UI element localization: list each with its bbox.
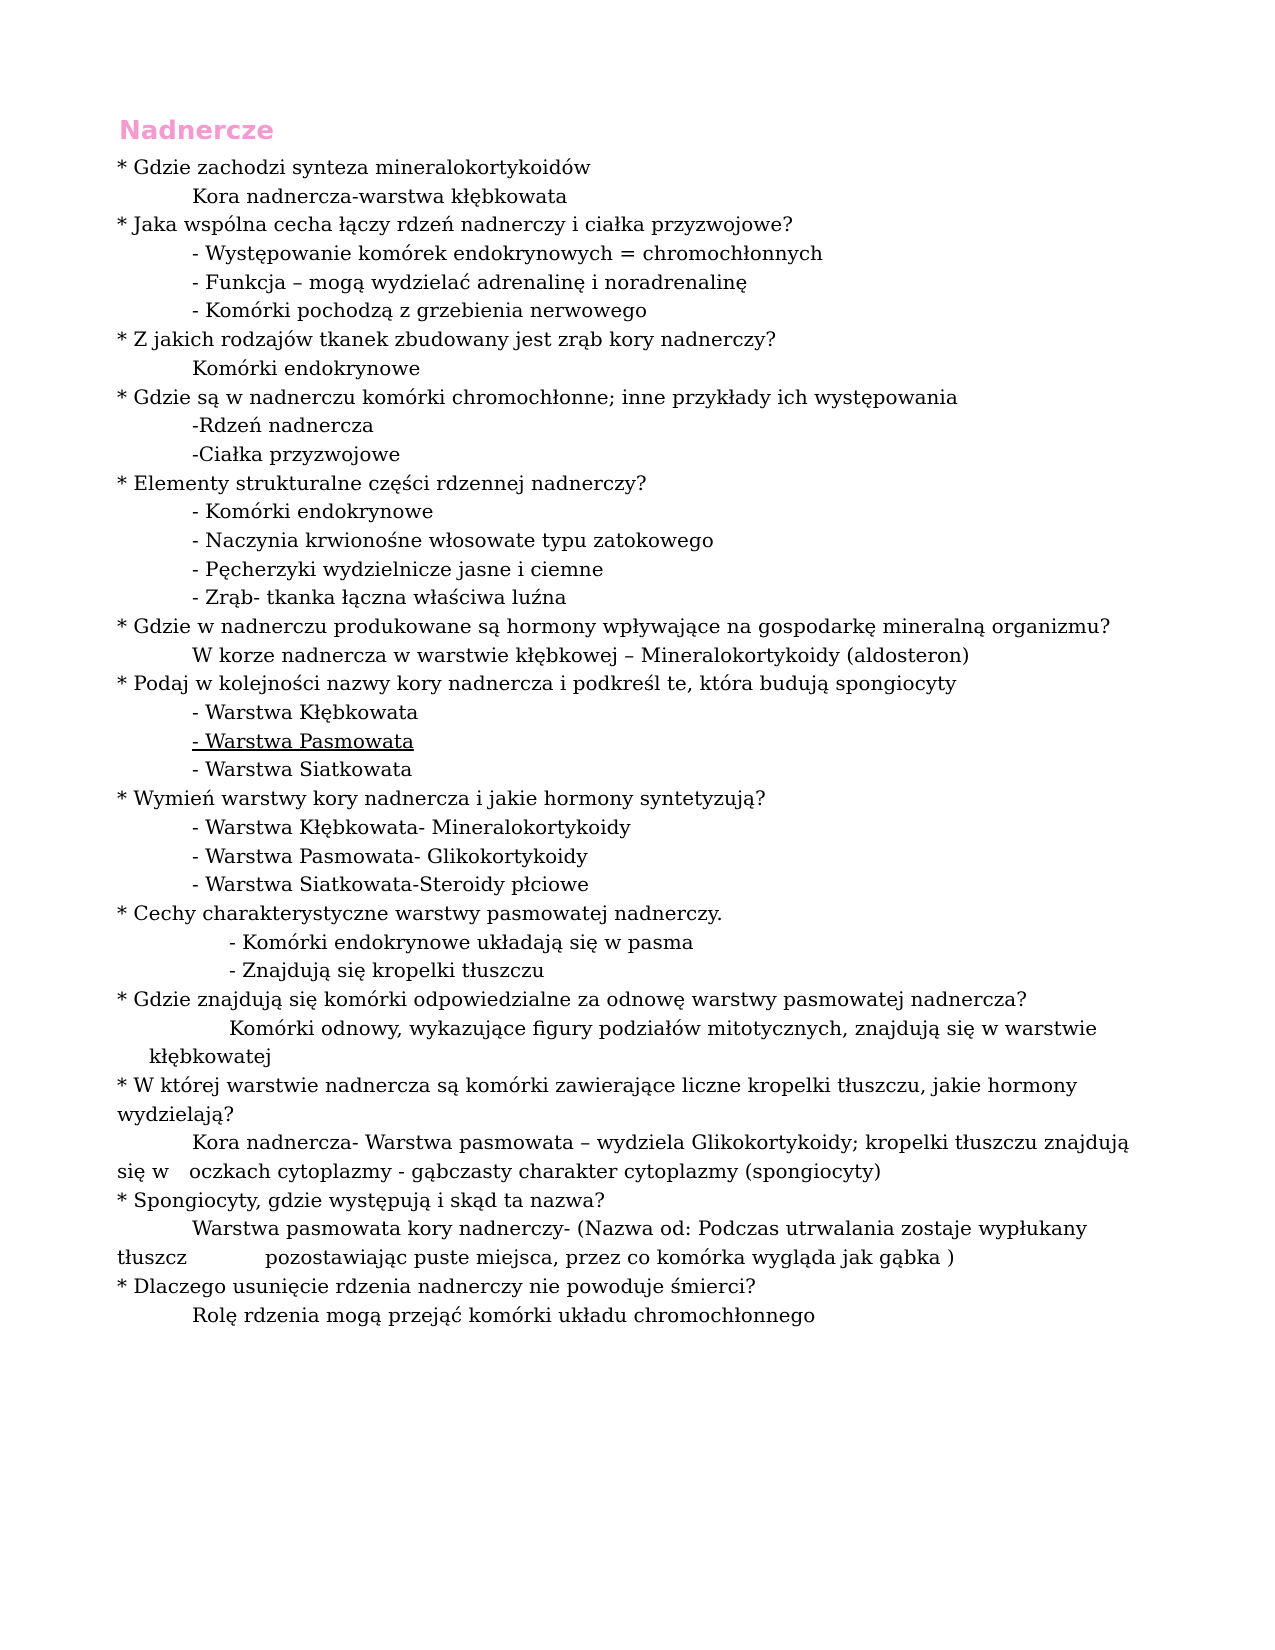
question-line: * Podaj w kolejności nazwy kory nadnercza i podkreśl te, która budują spongiocyty [117,671,957,696]
answer-line: - Funkcja – mogą wydzielać adrenalinę i noradrenalinę [192,269,748,294]
answer-line: - Warstwa Siatkowata-Steroidy płciowe [192,872,590,897]
answer-line: Kora nadnercza- Warstwa pasmowata – wydziela Glikokortykoidy; kropelki tłuszczu znajdują [192,1130,1130,1155]
answer-line: Rolę rdzenia mogą przejąć komórki układu chromochłonnego [192,1302,816,1327]
question-line: * Wymień warstwy kory nadnercza i jakie hormony syntetyzują? [117,786,766,811]
document-title: Nadnercze [119,116,275,146]
question-line: * W której warstwie nadnercza są komórki zawierające liczne kropelki tłuszczu, jakie hormony [117,1073,1078,1097]
answer-line-start: tłuszcz [117,1245,187,1270]
question-line: * Jaka wspólna cecha łączy rdzeń nadnerczy i ciałka przyzwojowe? [117,212,793,237]
answer-line: -Rdzeń nadnercza [192,413,374,438]
question-line: * Gdzie są w nadnerczu komórki chromochłonne; inne przykłady ich występowania [117,384,958,409]
answer-line: - Warstwa Pasmowata- Glikokortykoidy [192,843,588,868]
answer-line: - Występowanie komórek endokrynowych = chromochłonnych [192,241,823,266]
answer-line: Komórki endokrynowe [192,355,421,380]
answer-line: Komórki odnowy, wykazujące figury podziałów mitotycznych, znajdują się w warstwie [229,1015,1098,1040]
question-line: * Gdzie w nadnerczu produkowane są hormony wpływające na gospodarkę mineralną organizmu? [117,614,1111,638]
document-body [117,153,1137,1329]
underlined-layer: - Warstwa Pasmowata [192,728,414,753]
answer-line-underlined [117,727,1137,756]
question-line: * Spongiocyty, gdzie występują i skąd ta nazwa? [117,1187,606,1212]
answer-line: - Komórki endokrynowe układają się w pasma [229,929,694,954]
question-line: wydzielają? [117,1101,235,1126]
answer-line-rest: oczkach cytoplazmy - gąbczasty charakter cytoplazmy (spongiocyty) [188,1159,882,1184]
answer-line [117,1243,1137,1272]
answer-line: - Naczynia krwionośne włosowate typu zatokowego [192,527,714,552]
answer-line: Warstwa pasmowata kory nadnerczy- (Nazwa od: Podczas utrwalania zostaje wypłukany [192,1216,1088,1241]
question-line: * Cechy charakterystyczne warstwy pasmowatej nadnerczy. [117,900,723,925]
answer-line-start: się w [117,1159,169,1184]
answer-line: - Znajdują się kropelki tłuszczu [229,958,545,983]
question-line: * Z jakich rodzajów tkanek zbudowany jest zrąb kory nadnerczy? [117,327,777,352]
question-line: * Gdzie znajdują się komórki odpowiedzialne za odnowę warstwy pasmowatej nadnercza? [117,986,1027,1011]
answer-line [117,1157,1137,1186]
answer-line: - Warstwa Siatkowata [192,757,413,782]
answer-line: -Ciałka przyzwojowe [192,441,401,466]
answer-line: - Zrąb- tkanka łączna właściwa luźna [192,585,567,610]
answer-line-rest: pozostawiając puste miejsca, przez co komórka wygląda jak gąbka ) [264,1245,955,1270]
question-line: * Gdzie zachodzi synteza mineralokortykoidów [117,155,591,179]
question-line: * Elementy strukturalne części rdzennej nadnerczy? [117,470,647,495]
answer-line: - Pęcherzyki wydzielnicze jasne i ciemne [192,556,604,581]
answer-line: - Warstwa Kłębkowata- Mineralokortykoidy [192,814,631,839]
question-line: * Dlaczego usunięcie rdzenia nadnerczy nie powoduje śmierci? [117,1273,756,1298]
answer-line: - Warstwa Kłębkowata [192,700,419,725]
answer-line: kłębkowatej [149,1044,272,1069]
answer-line: - Komórki pochodzą z grzebienia nerwowego [192,298,648,323]
answer-line: Kora nadnercza-warstwa kłębkowata [192,183,568,208]
answer-line: - Komórki endokrynowe [192,499,434,524]
answer-line: W korze nadnercza w warstwie kłębkowej – Mineralokortykoidy (aldosteron) [192,642,970,667]
